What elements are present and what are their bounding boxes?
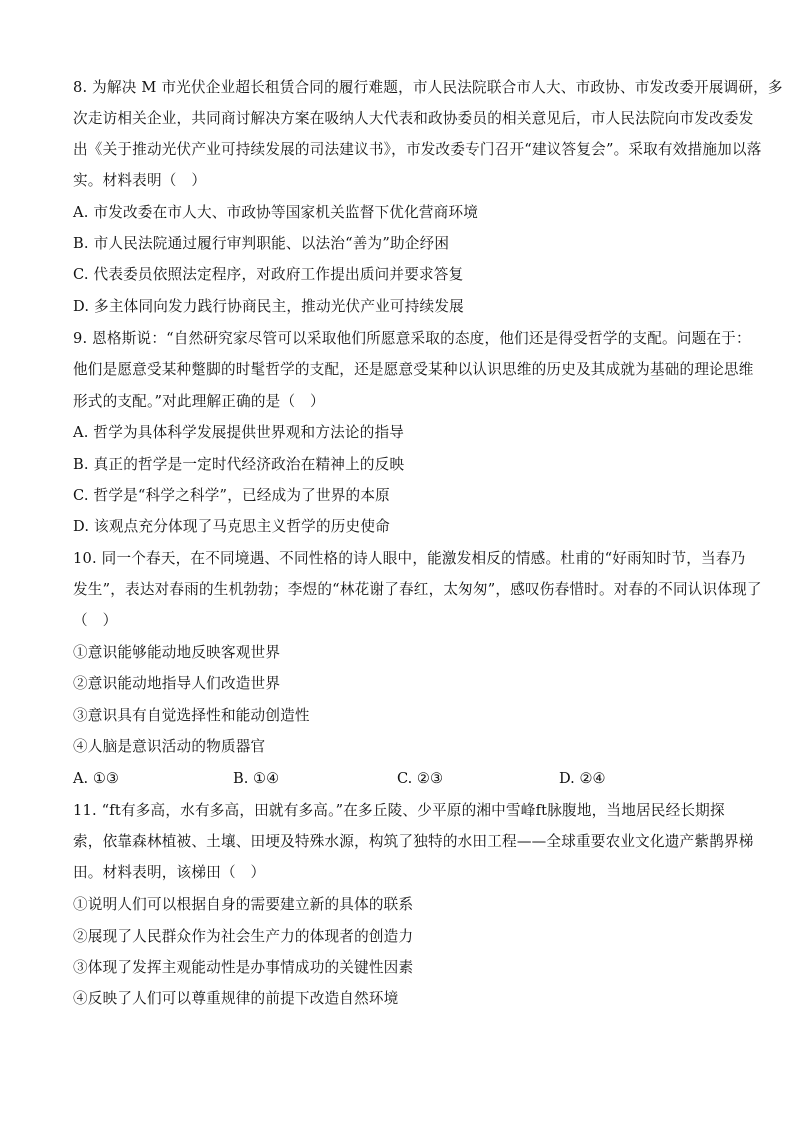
q9-stem-line-2: 他们是愿意受某种蹩脚的时髦哲学的支配，还是愿意受某种以认识思维的历史及其成就为基础的理论思维 xyxy=(73,361,754,378)
q10-stem-line-2: 发生”，表达对春雨的生机勃勃；李煜的“林花谢了春红，太匆匆”，感叹伤春惜时。对春的不同认识体现了 xyxy=(73,581,762,598)
q10-statement-4: ④人脑是意识活动的物质器官 xyxy=(73,738,266,755)
q9-stem-line-3: 形式的支配。”对此理解正确的是（ ） xyxy=(73,393,325,410)
q11-stem-line-1: 11. “ft有多高，水有多高，田就有多高。”在多丘陵、少平原的湘中雪峰ft脉腹地，当地居民经长期探 xyxy=(73,802,725,819)
q10-choice-b: B. ①④ xyxy=(233,770,280,787)
q11-statement-2: ②展现了人民群众作为社会生产力的体现者的创造力 xyxy=(73,928,414,945)
q8-option-c: C. 代表委员依照法定程序，对政府工作提出质问并要求答复 xyxy=(73,266,464,283)
q10-stem-line-3: （ ） xyxy=(73,612,118,629)
q9-option-a: A. 哲学为具体科学发展提供世界观和方法论的指导 xyxy=(73,424,405,441)
q8-stem-line-4: 实。材料表明（ ） xyxy=(73,172,207,189)
q8-option-b: B. 市人民法院通过履行审判职能、以法治“善为”助企纾困 xyxy=(73,235,450,252)
q9-stem-line-1: 9. 恩格斯说：“自然研究家尽管可以采取他们所愿意采取的态度，他们还是得受哲学的支配。问题在于： xyxy=(73,330,751,347)
q10-choice-c: C. ②③ xyxy=(397,770,444,787)
q8-stem-line-3: 出《关于推动光伏产业可持续发展的司法建议书》，市发改委专门召开“建议答复会”。采取有效措施加以落 xyxy=(73,141,762,158)
q10-statement-3: ③意识具有自觉选择性和能动创造性 xyxy=(73,707,310,724)
q8-option-a: A. 市发改委在市人大、市政协等国家机关监督下优化营商环境 xyxy=(73,204,479,221)
q11-statement-3: ③体现了发挥主观能动性是办事情成功的关键性因素 xyxy=(73,959,414,976)
q10-choice-d: D. ②④ xyxy=(559,770,606,787)
q10-choice-a: A. ①③ xyxy=(73,770,119,787)
q11-stem-line-2: 索，依靠森林植被、土壤、田埂及特殊水源，构筑了独特的水田工程——全球重要农业文化遗产紫鹊界梯 xyxy=(73,833,754,850)
q9-option-c: C. 哲学是“科学之科学”，已经成为了世界的本原 xyxy=(73,487,390,504)
q9-option-d: D. 该观点充分体现了马克思主义哲学的历史使命 xyxy=(73,518,390,535)
q11-stem-line-3: 田。材料表明，该梯田（ ） xyxy=(73,864,266,881)
q8-stem-line-2: 次走访相关企业，共同商讨解决方案在吸纳人大代表和政协委员的相关意见后，市人民法院向市发改委发 xyxy=(73,110,754,127)
q9-option-b: B. 真正的哲学是一定时代经济政治在精神上的反映 xyxy=(73,456,405,473)
q11-statement-4: ④反映了人们可以尊重规律的前提下改造自然环境 xyxy=(73,990,399,1007)
q10-stem-line-1: 10. 同一个春天，在不同境遇、不同性格的诗人眼中，能激发相反的情感。杜甫的“好雨知时节，当春乃 xyxy=(73,550,746,567)
q10-statement-1: ①意识能够能动地反映客观世界 xyxy=(73,644,281,661)
q8-option-d: D. 多主体同向发力践行协商民主，推动光伏产业可持续发展 xyxy=(73,298,464,315)
q8-stem-line-1: 8. 为解决 M 市光伏企业超长租赁合同的履行难题，市人民法院联合市人大、市政协、市发改委开展调研，多 xyxy=(73,79,783,96)
q11-statement-1: ①说明人们可以根据自身的需要建立新的具体的联系 xyxy=(73,896,414,913)
q10-statement-2: ②意识能动地指导人们改造世界 xyxy=(73,675,281,692)
